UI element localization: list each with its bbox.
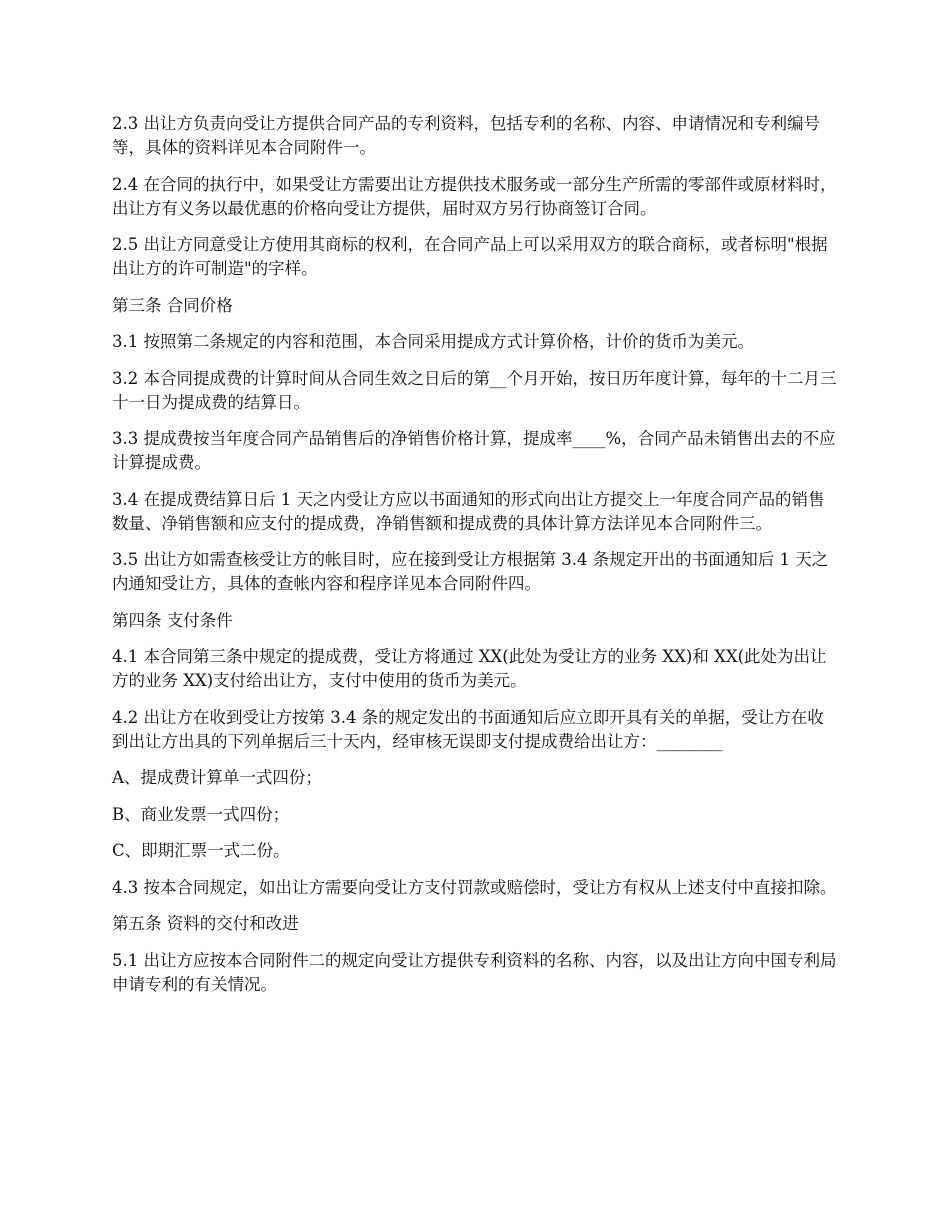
paragraph-2-3: 2.3 出让方负责向受让方提供合同产品的专利资料，包括专利的名称、内容、申请情况和专利编号等，具体的资料详见本合同附件一。 [112,114,820,157]
list-item-c: C、即期汇票一式二份。 [112,841,290,860]
section-heading-article-5: 第五条 资料的交付和改进 [112,914,299,933]
document-body [112,112,840,1009]
paragraph-3-5: 3.5 出让方如需查核受让方的帐目时，应在接到受让方根据第 3.4 条规定开出的书面通知后 1 天之内通知受让方，具体的查帐内容和程序详见本合同附件四。 [112,550,829,593]
paragraph-2-4: 2.4 在合同的执行中，如果受让方需要出让方提供技术服务或一部分生产所需的零部件或原材料时，出让方有义务以最优惠的价格向受让方提供，届时双方另行协商签订合同。 [112,174,837,218]
section-heading-article-3: 第三条 合同价格 [112,295,233,315]
paragraph-3-4: 3.4 在提成费结算日后 1 天之内受让方应以书面通知的形式向出让方提交上一年度合同产品的销售数量、净销售额和应支付的提成费，净销售额和提成费的具体计算方法详见本合同附件三。 [112,489,825,533]
paragraph-2-5: 2.5 出让方同意受让方使用其商标的权利，在合同产品上可以采用双方的联合商标，或者标明"根据出让方的许可制造"的字样。 [112,235,828,278]
paragraph-5-1: 5.1 出让方应按本合同附件二的规定向受让方提供专利资料的名称、内容，以及出让方向中国专利局申请专利的有关情况。 [112,950,837,994]
list-item-a: A、提成费计算单一式四份； [112,768,322,787]
paragraph-3-1: 3.1 按照第二条规定的内容和范围，本合同采用提成方式计算价格，计价的货币为美元。 [112,332,754,351]
paragraph-4-3: 4.3 按本合同规定，如出让方需要向受让方支付罚款或赔偿时，受让方有权从上述支付中直接扣除。 [112,877,837,897]
paragraph-4-1: 4.1 本合同第三条中规定的提成费，受让方将通过 XX(此处为受让方的业务 XX)和 XX(此处为出让方的业务 XX)支付给出让方，支付中使用的货币为美元。 [112,647,827,690]
section-heading-article-4: 第四条 支付条件 [112,610,233,630]
paragraph-3-2: 3.2 本合同提成费的计算时间从合同生效之日后的第__个月开始，按日历年度计算，每年的十二月三十一日为提成费的结算日。 [112,368,837,412]
list-item-b: B、商业发票一式四份； [112,804,290,824]
paragraph-4-2: 4.2 出让方在收到受让方按第 3.4 条的规定发出的书面通知后应立即开具有关的单据，受让方在收到出让方出具的下列单据后三十天内，经审核无误即支付提成费给出让方：________ [112,707,824,751]
paragraph-3-3: 3.3 提成费按当年度合同产品销售后的净销售价格计算，提成率____%，合同产品未销售出去的不应计算提成费。 [112,429,836,472]
